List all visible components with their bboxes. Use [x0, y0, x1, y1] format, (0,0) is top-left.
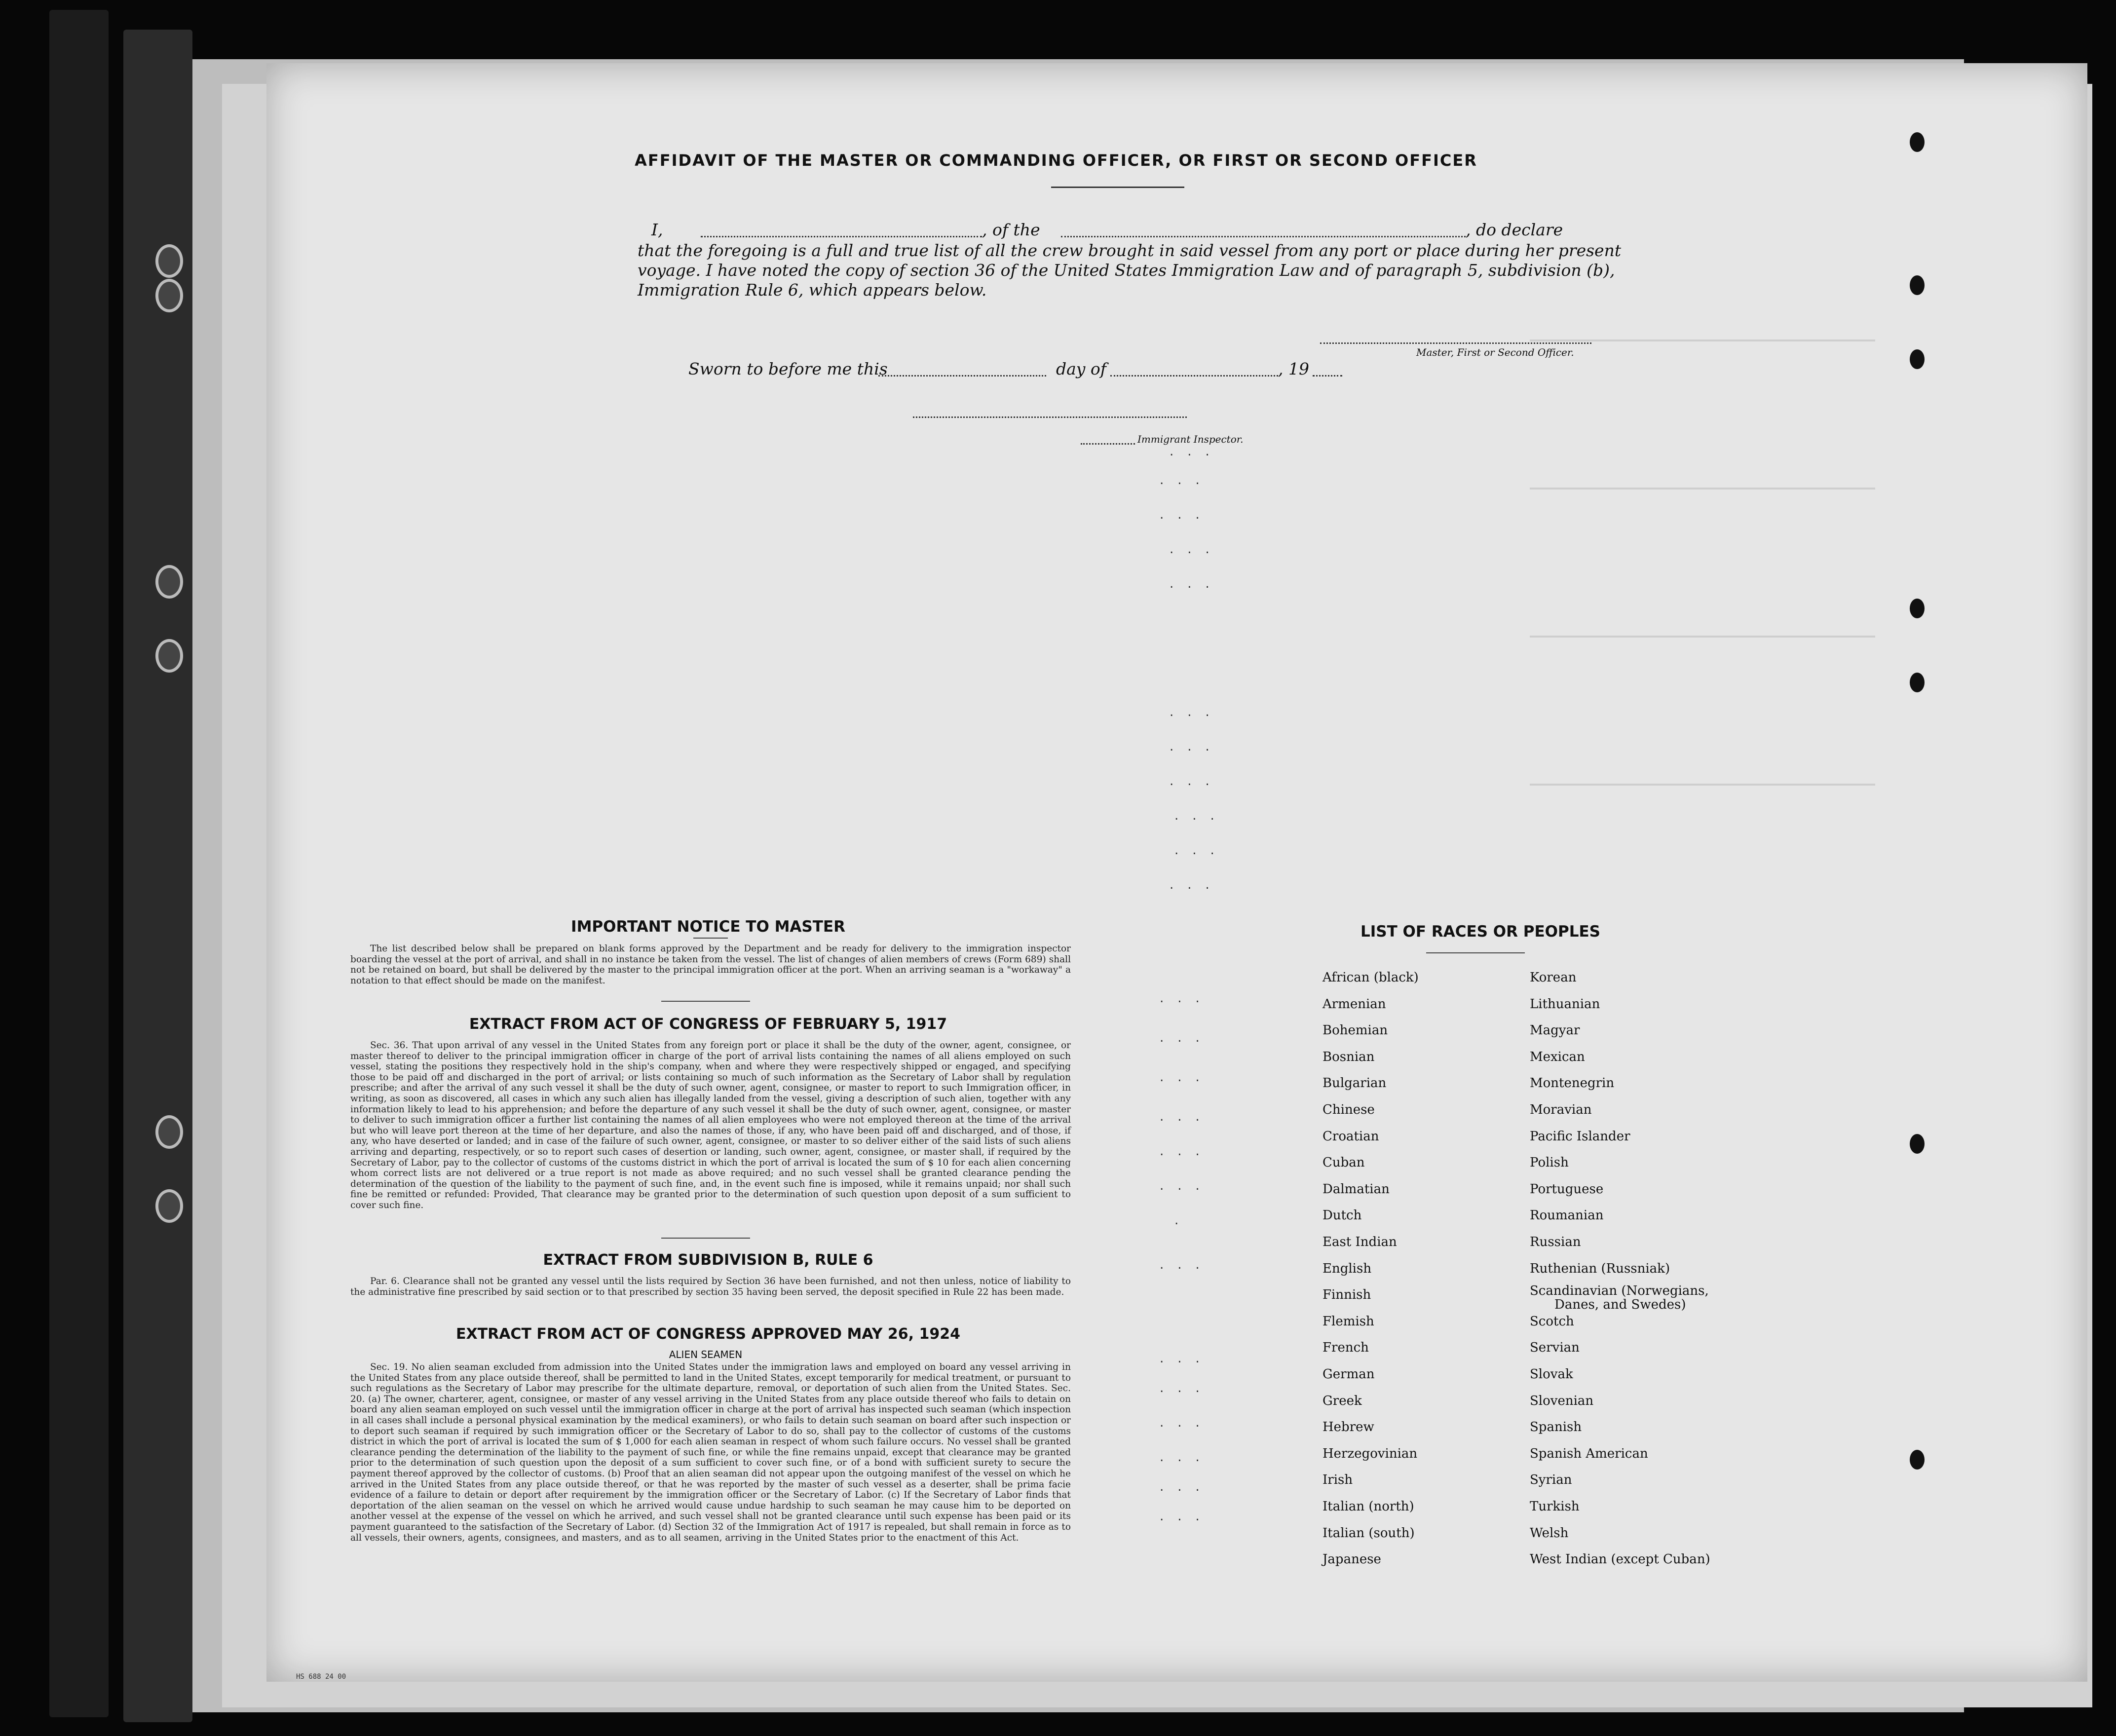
- column-dots: ...: [1160, 1415, 1213, 1430]
- column-dots: ...: [1170, 576, 1223, 591]
- column-dots: ...: [1170, 705, 1223, 719]
- column-dots: ...: [1170, 774, 1223, 789]
- race-item: Scotch: [1530, 1314, 1574, 1329]
- race-item: Irish: [1322, 1472, 1353, 1488]
- title-underline: [1051, 187, 1184, 188]
- race-item: Servian: [1530, 1340, 1580, 1356]
- binder-hole: [155, 639, 183, 673]
- column-dots: ...: [1160, 1479, 1213, 1494]
- affidavit-line1-i: I,: [651, 220, 663, 239]
- binder-hole: [155, 279, 183, 312]
- column-dots: ...: [1160, 507, 1213, 522]
- race-item: Portuguese: [1530, 1181, 1604, 1197]
- affidavit-line4: Immigration Rule 6, which appears below.: [638, 280, 987, 300]
- race-item: Dutch: [1322, 1208, 1362, 1223]
- vessel-blank: [1061, 236, 1466, 237]
- column-dots: ...: [1170, 877, 1223, 892]
- signature-line: [1320, 342, 1591, 344]
- race-item: West Indian (except Cuban): [1530, 1552, 1710, 1567]
- race-item: Scandinavian (Norwegians,: [1530, 1283, 1709, 1299]
- column-dots: ...: [1160, 1144, 1213, 1159]
- subdivision-title: EXTRACT FROM SUBDIVISION B, RULE 6: [543, 1251, 873, 1269]
- race-scandinavian-continued: Danes, and Swedes): [1554, 1297, 1686, 1313]
- column-dots: ...: [1160, 991, 1213, 1006]
- race-item: Slovak: [1530, 1367, 1573, 1382]
- notice-title: IMPORTANT NOTICE TO MASTER: [571, 918, 845, 936]
- sworn-day-of: day of: [1056, 359, 1107, 378]
- race-item: Greek: [1322, 1393, 1362, 1408]
- races-underline: [1426, 952, 1525, 953]
- race-item: Pacific Islander: [1530, 1129, 1630, 1144]
- notice-underline: [693, 938, 728, 939]
- binder-hole: [155, 1189, 183, 1223]
- race-item: Japanese: [1322, 1552, 1381, 1567]
- race-item: French: [1322, 1340, 1369, 1356]
- column-dots: ...: [1160, 1509, 1213, 1524]
- column-dots: ...: [1160, 1450, 1213, 1465]
- column-dots: ...: [1160, 1070, 1213, 1085]
- column-dots: ...: [1160, 1030, 1213, 1045]
- race-item: Spanish American: [1530, 1446, 1648, 1461]
- race-item: Cuban: [1322, 1155, 1365, 1170]
- bleed-through-line: [1530, 488, 1875, 490]
- binder-hole: [155, 1115, 183, 1149]
- race-item: Ruthenian (Russniak): [1530, 1261, 1670, 1276]
- form-code: HS 688 24 00: [296, 1673, 346, 1681]
- document-page: [266, 63, 2087, 1682]
- race-item: Bohemian: [1322, 1023, 1388, 1038]
- divider: [661, 1238, 750, 1239]
- extract-1917-title: EXTRACT FROM ACT OF CONGRESS OF FEBRUARY 5, 1917: [469, 1016, 947, 1033]
- race-item: Spanish: [1530, 1420, 1582, 1435]
- subdivision-body: Par. 6. Clearance shall not be granted any vessel until the lists required by Section 36 have been furnished, and not then unless, notice of liability to the administrative fine prescribed by said section or to that prescribed by section 35 having been served, the deposit specified in Rule 22 has been made.: [350, 1276, 1071, 1297]
- extract-1917-body: Sec. 36. That upon arrival of any vessel in the United States from any foreign port or place it shall be the duty of the owner, agent, consignee, or master thereof to deliver to the principal immigration officer in charge of the port of arrival lists containing the names of all aliens employed on such vessel, stating the positions they respectively hold in the ship's company, when and where they were respectively shipped or engaged, and specifying those to be paid off and discharged in the port of arrival; or lists containing so much of such information as the Secretary of Labor shall by regulation prescribe; and after the arrival of any such vessel it shall be the duty of such owner, agent, consignee, or master to report to such Immigration officer, in writing, as soon as discovered, all cases in which any such alien has illegally landed from the vessel, giving a description of such alien, together with any information likely to lead to his apprehension; and before the departure of any such vessel it shall be the duty of such owner, agent, consignee, or master to deliver to such immigration officer a further list containing the names of all alien employees who were not employed thereon at the time of the arrival but who will leave port thereon at the time of her departure, and also the names of those, if any, who have been paid off and discharged, and of those, if any, who have deserted or landed; and in case of the failure of such owner, agent, consignee, or master to so deliver either of the said lists of such aliens arriving and departing, respectively, or so to report such cases of desertion or landing, such owner, agent, consignee, or master shall, if required by the Secretary of Labor, pay to the collector of customs of the customs district in which the port of arrival is located the sum of $ 10 for each alien concerning whom correct lists are not delivered or a true report is not made as above required; and no such vessel shall be granted clearance pending the determination of the question of the liability to the payment of such fine, and, in the event such fine is imposed, while it remains unpaid; nor shall such fine be remitted or refunded: Provided, That clearance may be granted prior to the determination of such question upon deposit of a sum sufficient to cover such fine.: [350, 1040, 1071, 1210]
- race-item: Moravian: [1530, 1102, 1592, 1117]
- race-item: Chinese: [1322, 1102, 1375, 1117]
- race-item: Finnish: [1322, 1287, 1371, 1303]
- races-title: LIST OF RACES OR PEOPLES: [1360, 923, 1601, 941]
- race-item: Magyar: [1530, 1023, 1580, 1038]
- binder-hole: [155, 244, 183, 278]
- notice-body: The list described below shall be prepared on blank forms approved by the Department and be ready for delivery to the immigration inspector boarding the vessel at the port of arrival, and shall in no instance be taken from the vessel. The list of changes of alien members of crews (Form 689) shall not be retained on board, but shall be delivered by the master to the principal immigration officer at the port. When an arriving seaman is a "workaway" a notation to that effect should be made on the manifest.: [350, 943, 1071, 986]
- page-hole: [1910, 349, 1925, 369]
- race-item: Bosnian: [1322, 1049, 1375, 1064]
- divider: [661, 1001, 750, 1002]
- race-item: Herzegovinian: [1322, 1446, 1418, 1461]
- binder-edge: [123, 30, 192, 1722]
- affidavit-line1-declare: , do declare: [1466, 220, 1563, 239]
- column-dots: ...: [1174, 808, 1228, 823]
- affidavit-line3: voyage. I have noted the copy of section 36 of the United States Immigration Law and of paragraph 5, subdivision (b),: [638, 261, 1615, 280]
- race-item: African (black): [1322, 970, 1419, 985]
- race-item: Korean: [1530, 970, 1577, 985]
- bleed-through-line: [1530, 636, 1875, 638]
- race-item: English: [1322, 1261, 1372, 1276]
- race-item: Lithuanian: [1530, 996, 1600, 1012]
- column-dots: ...: [1174, 843, 1228, 858]
- column-dots: ...: [1160, 1178, 1213, 1193]
- race-item: Turkish: [1530, 1499, 1580, 1514]
- page-hole: [1910, 673, 1925, 692]
- race-item: Croatian: [1322, 1129, 1379, 1144]
- page-hole: [1910, 275, 1925, 295]
- name-blank: [701, 236, 982, 237]
- inspector-label: Immigrant Inspector.: [1137, 433, 1244, 445]
- sworn-day-blank: [878, 375, 1046, 377]
- race-item: Bulgarian: [1322, 1076, 1387, 1091]
- race-item: Russian: [1530, 1235, 1581, 1249]
- sworn-prefix: Sworn to before me this: [688, 359, 888, 378]
- race-item: Roumanian: [1530, 1208, 1604, 1223]
- extract-1924-subtitle: ALIEN SEAMEN: [669, 1349, 743, 1360]
- race-item: Hebrew: [1322, 1420, 1374, 1435]
- race-item: Flemish: [1322, 1314, 1374, 1329]
- race-item: Armenian: [1322, 996, 1386, 1012]
- binder-hole: [155, 565, 183, 599]
- inspector-line: [913, 416, 1187, 418]
- race-item: Mexican: [1530, 1049, 1585, 1064]
- column-dots: ...: [1160, 1351, 1213, 1366]
- race-item: Italian (south): [1322, 1525, 1415, 1541]
- inspector-dots: [1081, 443, 1135, 445]
- sworn-year: , 19: [1278, 359, 1309, 378]
- race-item: Dalmatian: [1322, 1181, 1390, 1197]
- column-dots: ...: [1160, 1109, 1213, 1124]
- column-dots: ...: [1160, 473, 1213, 488]
- column-dots: .: [1174, 1213, 1193, 1228]
- affidavit-title: AFFIDAVIT OF THE MASTER OR COMMANDING OFFICER, OR FIRST OR SECOND OFFICER: [635, 151, 1477, 170]
- race-item: Polish: [1530, 1155, 1569, 1170]
- page-hole: [1910, 1450, 1925, 1470]
- column-dots: ...: [1170, 739, 1223, 754]
- signature-label: Master, First or Second Officer.: [1416, 346, 1574, 358]
- sworn-year-blank: [1313, 375, 1342, 377]
- page-hole: [1910, 1134, 1925, 1154]
- race-item: German: [1322, 1367, 1375, 1382]
- extract-1924-body: Sec. 19. No alien seaman excluded from admission into the United States under the immigration laws and employed on board any vessel arriving in the United States from any place outside thereof, shall be permitted to land in the United States, except temporarily for medical treatment, or pursuant to such regulations as the Secretary of Labor may prescribe for the ultimate departure, removal, or deportation of such alien from the United States. Sec. 20. (a) The owner, charterer, agent, consignee, or master of any vessel arriving in the United States from any place outside thereof who fails to detain on board any alien seaman employed on such vessel until the immigration officer in charge at the port of arrival has inspected such seaman (which inspection in all cases shall include a personal physical examination by the medical examiners), or who fails to detain such seaman on board after such inspection or to deport such seaman if required by such immigration officer or the Secretary of Labor to do so, shall pay to the collector of customs of the customs district in which the port of arrival is located the sum of $ 1,000 for each alien seaman in respect of whom such failure occurs. No vessel shall be granted clearance pending the determination of the liability to the payment of such fine, or while the fine remains unpaid, except that clearance may be granted prior to the determination of such question upon the deposit of a sum sufficient to cover such fine, or of a bond with sufficient surety to secure the payment thereof approved by the collector of customs. (b) Proof that an alien seaman did not appear upon the outgoing manifest of the vessel on which he arrived in the United States from any place outside thereof, or that he was reported by the master of such vessel as a deserter, shall be prima facie evidence of a failure to detain or deport after requirement by the immigration officer or the Secretary of Labor. (c) If the Secretary of Labor finds that deportation of the alien seaman on the vessel on which he arrived would cause undue hardship to such seaman he may cause him to be deported on another vessel at the expense of the vessel on which he arrived, and such vessel shall not be granted clearance until such expense has been paid or its payment guaranteed to the satisfaction of the Secretary of Labor. (d) Section 32 of the Immigration Act of 1917 is repealed, but shall remain in force as to all vessels, their owners, agents, consignees, and masters, and as to all seamen, arriving in the United States prior to the enactment of this Act.: [350, 1362, 1071, 1543]
- race-item: East Indian: [1322, 1235, 1397, 1249]
- race-item: Montenegrin: [1530, 1076, 1615, 1091]
- extract-1924-title: EXTRACT FROM ACT OF CONGRESS APPROVED MAY 26, 1924: [456, 1325, 960, 1343]
- race-item: Syrian: [1530, 1472, 1572, 1488]
- race-item: Welsh: [1530, 1525, 1569, 1541]
- binder-edge-inner: [49, 10, 109, 1717]
- race-item: Slovenian: [1530, 1393, 1594, 1408]
- sworn-month-blank: [1110, 375, 1278, 377]
- column-dots: ...: [1170, 542, 1223, 557]
- race-item: Italian (north): [1322, 1499, 1414, 1514]
- column-dots: ...: [1170, 444, 1223, 459]
- page-hole: [1910, 599, 1925, 618]
- bleed-through-line: [1530, 340, 1875, 341]
- column-dots: ...: [1160, 1381, 1213, 1396]
- affidavit-line2: that the foregoing is a full and true list of all the crew brought in said vessel from any port or place during her present: [638, 241, 1622, 260]
- bleed-through-line: [1530, 784, 1875, 786]
- column-dots: ...: [1160, 1257, 1213, 1272]
- page-hole: [1910, 132, 1925, 152]
- affidavit-line1-of: , of the: [982, 220, 1040, 239]
